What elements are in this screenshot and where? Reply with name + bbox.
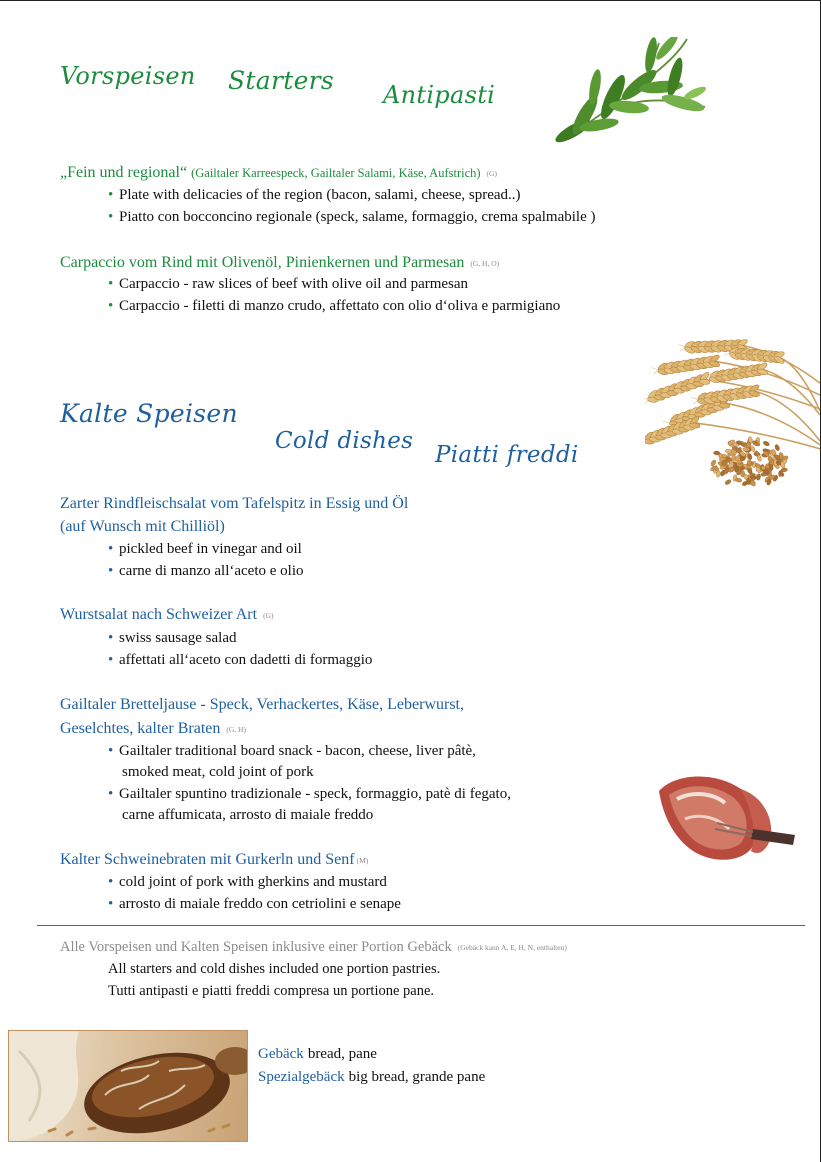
heading-cold-dishes: Cold dishes [275,428,414,454]
heading-starters: Starters [228,66,335,95]
cold-item-title [60,604,273,627]
bullet-text: Plate with delicacies of the region (bacon, salami, cheese, spread..) [119,187,521,203]
cold-item-title-line2 [60,718,246,741]
bullet-item [108,783,511,805]
bullet-icon [108,538,119,560]
wheat-grain [735,478,742,483]
allergen-codes: (G) [486,169,497,178]
bullet-icon [108,295,119,317]
herb-leaves [555,37,707,145]
bread-item-desc: big bread, grande pane [348,1069,486,1085]
bullet-text: Gailtaler traditional board snack - bacon, cheese, liver pâtè, [119,743,476,759]
item-name: „Fein und regional“ [60,164,188,181]
herb-leaves-image [555,37,707,145]
bullet-text: affettati all‘aceto con dadetti di formaggio [119,652,373,668]
bullet-item [108,295,560,317]
bullet-icon [108,184,119,206]
bullet-item [108,627,236,649]
heading-antipasti: Antipasti [383,81,496,109]
bullet-icon [108,740,119,762]
wheat-grain [724,479,732,486]
wheat-grain [762,440,770,446]
item-name-line2: Geselchtes, kalter Braten [60,720,221,737]
bread-illustration [9,1031,247,1141]
wheat-grain [713,451,720,455]
bullet-text: carne di manzo all‘aceto e olio [119,563,304,579]
bread-item [258,1066,485,1088]
bread-cloth [9,1031,79,1141]
bullet-item [108,184,521,206]
footer-allergen-note: (Gebäck kann A, E, H, N, enthalten) [457,943,567,952]
wheat-grain [740,470,744,477]
cold-item-title [60,849,368,872]
wheat-grain [774,444,780,452]
bullet-item [108,893,401,915]
bullet-text: cold joint of pork with gherkins and mustard [119,874,387,890]
bullet-item [108,649,372,671]
bread-item-name: Spezialgebäck [258,1069,345,1085]
cold-item-title-line2: (auf Wunsch mit Chilliöl) [60,518,225,535]
bullet-text-continuation: smoked meat, cold joint of pork [122,764,314,780]
starter-item-title [60,162,497,185]
item-name: Wurstsalat nach Schweizer Art [60,606,258,623]
starter-item-title [60,252,499,275]
bullet-text: pickled beef in vinegar and oil [119,541,302,557]
bread-item-name: Gebäck [258,1046,304,1062]
bullet-item [108,538,302,560]
bullet-text-continuation: carne affumicata, arrosto di maiale freddo [122,807,374,823]
bullet-text: Carpaccio - filetti di manzo crudo, affettato con olio d‘oliva e parmigiano [119,298,561,314]
bullet-text: arrosto di maiale freddo con cetriolini e senape [119,896,401,912]
bullet-item [108,740,476,762]
bullet-icon [108,206,119,228]
cold-item-title: Gailtaler Bretteljause - Speck, Verhackertes, Käse, Leberwurst, [60,696,464,713]
bullet-text: Piatto con bocconcino regionale (speck, salame, formaggio, crema spalmabile ) [119,209,596,225]
wheat-grain-pile [710,436,789,487]
footer-note-en: All starters and cold dishes included one portion pastries. [108,961,441,977]
allergen-codes: (G, H, O) [470,259,500,268]
cold-item-title: Zarter Rindfleischsalat vom Tafelspitz in Essig und Öl [60,495,409,512]
heading-kalte-speisen: Kalte Speisen [60,399,238,428]
item-name: Carpaccio vom Rind mit Olivenöl, Pinienkernen und Parmesan [60,254,465,271]
bullet-item [108,273,468,295]
item-name: Kalter Schweinebraten mit Gurkerln und Senf [60,851,355,868]
ham-image [655,769,800,864]
wheat-image [645,339,820,491]
bullet-icon [108,783,119,805]
bullet-icon [108,627,119,649]
bread-item-desc: bread, pane [307,1046,377,1062]
wheat-stalk [754,391,820,441]
bread-photo [8,1030,248,1142]
allergen-codes: (M) [356,856,369,865]
heading-vorspeisen: Vorspeisen [60,62,196,90]
bullet-icon [108,649,119,671]
allergen-codes: (G, H) [226,725,246,734]
item-subtitle: (Gailtaler Karreespeck, Gailtaler Salami, Käse, Aufstrich) [191,166,481,180]
bullet-icon [108,871,119,893]
wheat-grain [756,454,762,461]
bullet-icon [108,560,119,582]
footer-note-it: Tutti antipasti e piatti freddi compresa un portione pane. [108,983,435,999]
bullet-text: Carpaccio - raw slices of beef with olive oil and parmesan [119,276,469,292]
footer-note-de: Alle Vorspeisen und Kalten Speisen inklusive einer Portion Gebäck [60,939,452,955]
footer-note [60,936,567,959]
bullet-item [108,560,304,582]
bullet-text: Gailtaler spuntino tradizionale - speck, formaggio, patè di fegato, [119,786,511,802]
bread-item [258,1043,377,1065]
heading-piatti-freddi: Piatti freddi [435,442,579,468]
section-divider [37,925,805,926]
wheat-heads [645,339,785,445]
allergen-codes: (G) [263,611,274,620]
bullet-item [108,206,596,228]
wheat-stalk [779,357,820,411]
bullet-text: swiss sausage salad [119,630,237,646]
bullet-icon [108,273,119,295]
bullet-item [108,871,387,893]
bullet-icon [108,893,119,915]
